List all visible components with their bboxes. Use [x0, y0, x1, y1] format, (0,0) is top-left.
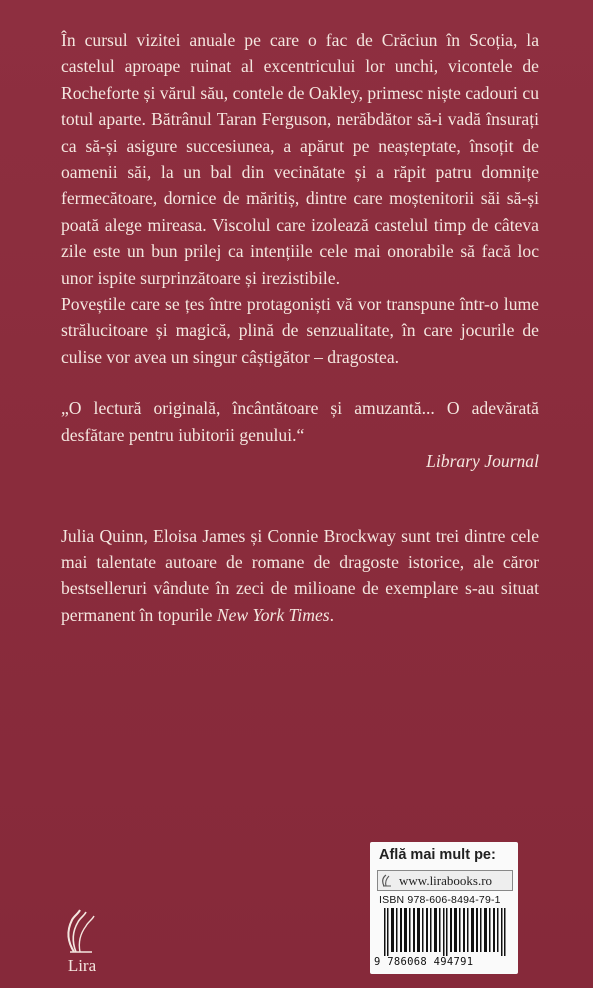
authors-bio	[61, 523, 539, 629]
authors-bio-end: .	[329, 604, 335, 625]
review-quote: „O lectură originală, încântătoare și amuzantă... O adevărată desfătare pentru iubitorii genului.“	[61, 398, 539, 445]
website-row	[377, 870, 513, 891]
publisher-logo	[62, 906, 112, 978]
cover-text	[61, 27, 539, 628]
review-block	[61, 395, 539, 474]
synopsis-paragraph-1: În cursul vizitei anuale pe care o fac de Crăciun în Scoția, la castelul aproape ruinat al excentricului lor unchi, vicontele de Rocheforte și vărul său, contele de Oakley, primesc niște cadouri cu totul aparte. Bătrânul Taran Ferguson, nerăbdător să-i vadă însurați ca să-și asigure succesiunea, a apărut pe neașteptate, însoțit de oamenii săi, la un bal din vecinătate și a răpit patru domnițe fermecătoare, dornice de măritiș, dintre care moștenitorii săi să-și poată alege mireasa. Viscolul care izolează castelul timp de câteva zile este un bun prilej ca intențiile cele mai onorabile să facă loc unor ispite surprinzătoare și irezistibile.	[61, 30, 539, 288]
info-heading: Află mai mult pe:	[379, 847, 496, 863]
barcode-number: 9 786068 494791	[374, 956, 474, 968]
isbn: ISBN 978-606-8494-79-1	[379, 894, 501, 906]
synopsis-paragraph-2: Poveștile care se țes între protagoniști vă vor transpune într-o lume strălucitoare și magică, plină de senzualitate, în care jocurile de culise vor avea un singur câștigător – dragostea.	[61, 294, 539, 367]
website-link[interactable]: www.lirabooks.ro	[399, 873, 493, 888]
info-box	[370, 842, 518, 974]
review-source: Library Journal	[426, 451, 539, 472]
newspaper-title: New York Times	[216, 604, 330, 625]
publisher-name: Lira	[67, 956, 97, 975]
authors-bio-text: Julia Quinn, Eloisa James și Connie Brockway sunt trei dintre cele mai talentate autoare de romane de dragoste istorice, ale căror bestselleruri vândute în zeci de milioane de exemplare s-au situat permanent în topurile	[61, 525, 539, 625]
lira-small-logo-icon	[380, 872, 395, 888]
lira-lyre-logo-icon	[62, 906, 102, 956]
barcode	[378, 908, 512, 956]
